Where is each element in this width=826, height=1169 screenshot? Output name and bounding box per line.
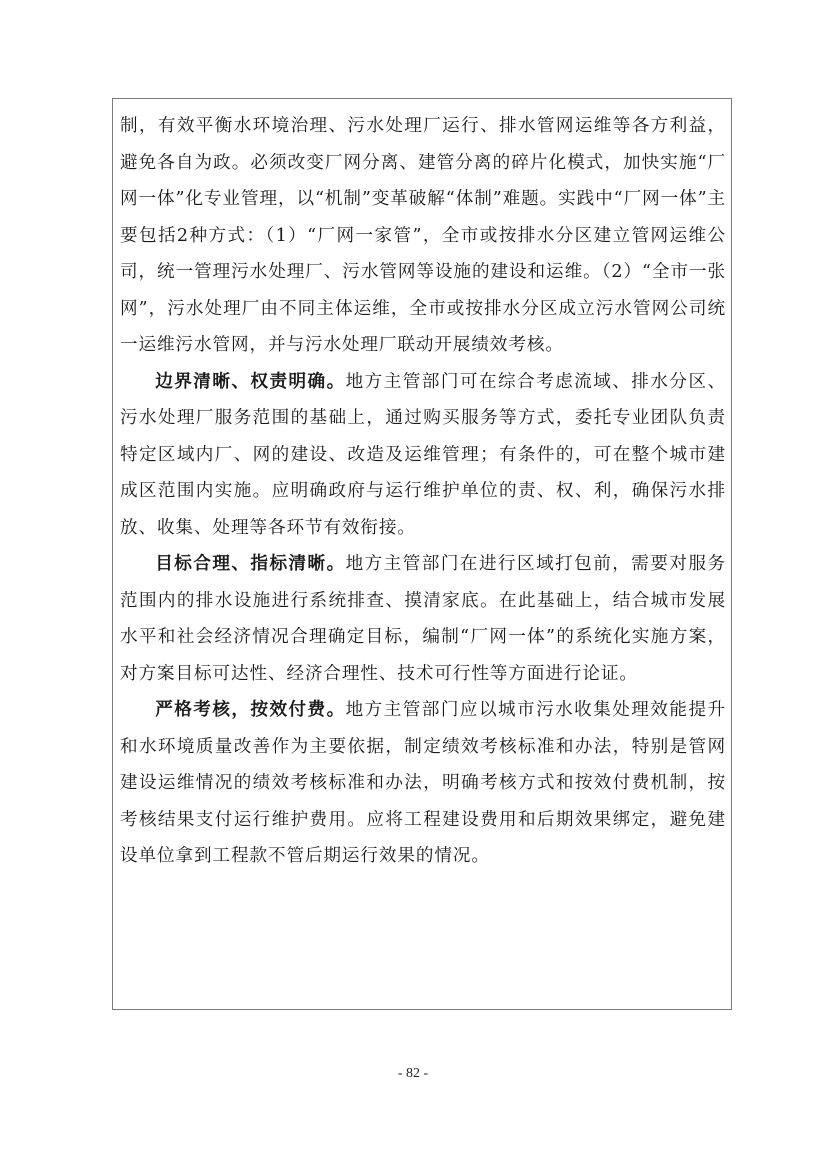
- paragraph-heading: 严格考核，按效付费。: [155, 699, 346, 720]
- paragraph-text: 制，有效平衡水环境治理、污水处理厂运行、排水管网运维等各方利益，避免各自为政。必须改变厂网分离、建管分离的碎片化模式，加快实施“厂网一体”化专业管理，以“机制”变革破解“体制”难题。实践中“厂网一体”主要包括2种方式：（1）“厂网一家管”，全市或按排水分区建立管网运维公司，统一管理污水处理厂、污水管网等设施的建设和运维。（2）“全市一张网”，污水处理厂由不同主体运维，全市或按排水分区成立污水管网公司统一运维污水管网，并与污水处理厂联动开展绩效考核。: [120, 116, 726, 355]
- paragraph-targets: [120, 546, 726, 692]
- paragraph-heading: 边界清晰、权责明确。: [155, 370, 346, 392]
- page-number: - 82 -: [397, 1066, 429, 1081]
- paragraph-assessment: [120, 692, 726, 875]
- paragraph-heading: 目标合理、指标清晰。: [155, 553, 346, 574]
- paragraph-boundaries: [120, 364, 726, 547]
- paragraph-text: 地方主管部门在进行区域打包前，需要对服务范围内的排水设施进行系统排查、摸清家底。在此基础上，结合城市发展水平和社会经济情况合理确定目标，编制“厂网一体”的系统化实施方案，对方案目标可达性、经济合理性、技术可行性等方面进行论证。: [120, 554, 726, 684]
- paragraph-text: 地方主管部门可在综合考虑流域、排水分区、污水处理厂服务范围的基础上，通过购买服务等方式，委托专业团队负责特定区域内厂、网的建设、改造及运维管理；有条件的，可在整个城市建成区范围内实施。应明确政府与运行维护单位的责、权、利，确保污水排放、收集、处理等各环节有效衔接。: [120, 371, 726, 538]
- document-body: [120, 108, 726, 875]
- paragraph-text: 地方主管部门应以城市污水收集处理效能提升和水环境质量改善作为主要依据，制定绩效考核标准和办法，特别是管网建设运维情况的绩效考核标准和办法，明确考核方式和按效付费机制，按考核结果支付运行维护费用。应将工程建设费用和后期效果绑定，避免建设单位拿到工程款不管后期运行效果的情况。: [120, 700, 726, 866]
- paragraph-continuation: [120, 108, 726, 364]
